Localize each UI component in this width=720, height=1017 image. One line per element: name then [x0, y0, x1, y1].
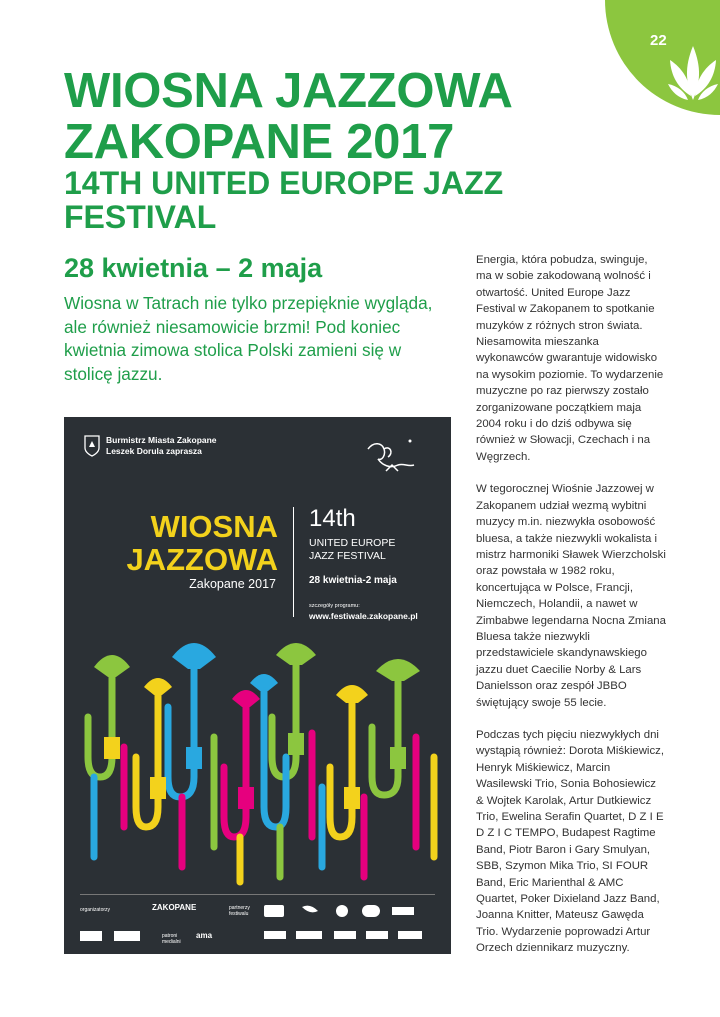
- subtitle-line: FESTIVAL: [64, 199, 217, 235]
- poster-title-line: WIOSNA: [150, 509, 278, 544]
- poster-url-label: szczegóły programu:: [309, 603, 360, 609]
- sponsor-logos-icon: [80, 929, 150, 945]
- poster-media-label: patroni medialni: [162, 933, 181, 945]
- sponsor-logos-icon: [264, 901, 439, 946]
- poster-url: www.festiwale.zakopane.pl: [309, 611, 418, 621]
- festival-name-line: JAZZ FESTIVAL: [309, 550, 386, 562]
- mayor-invitation: [84, 435, 217, 457]
- article-subtitle: [64, 166, 624, 234]
- poster-city-year: Zakopane 2017: [189, 577, 276, 591]
- trumpet-bell-icon: [172, 643, 216, 669]
- title-line: ZAKOPANE 2017: [64, 115, 455, 169]
- poster-partners-label: partnerzy festiwalu: [229, 905, 250, 917]
- poster-sponsor-rule: [80, 894, 435, 895]
- body-text-column: [476, 252, 666, 973]
- body-paragraph: W tegorocznej Wiośnie Jazzowej w Zakopanem udział wezmą wybitni muzycy m.in. niezwykła osobowość bluesa, a także niezwykli wokalista i mistrz harmoniki Sławek Wierzcholski oraz powstała w 1982 roku, koncertująca w Polsce, Francji, Niemczech, Holandii, a nawet w Zimbabwe legendarna Nocna Zmiana Bluesa także niezwykli przedstawiciele skandynawskiego jazzu duet Caecilie Norby & Lars Danielsson oraz zespół JBBO świętujący swoje 55 lecie.: [476, 483, 666, 709]
- poster-dates: 28 kwietnia-2 maja: [309, 575, 397, 586]
- title-line: WIOSNA JAZZOWA: [64, 64, 513, 118]
- poster-title-line: JAZZOWA: [126, 542, 278, 577]
- poster-ama-logo: ama: [196, 931, 213, 940]
- festival-dates: 28 kwietnia – 2 maja: [64, 253, 323, 283]
- page-number: 22: [650, 32, 667, 49]
- leaf-icon: [666, 38, 720, 108]
- festival-logo-icon: [364, 435, 420, 479]
- subtitle-line: 14TH UNITED EUROPE JAZZ: [64, 165, 504, 201]
- poster-zakopane-logo: ZAKOPANE: [152, 903, 197, 912]
- mayor-line: Leszek Dorula zaprasza: [106, 446, 202, 456]
- festival-name-line: UNITED EUROPE: [309, 537, 396, 549]
- trumpets-illustration: [64, 637, 451, 897]
- body-paragraph: Energia, która pobudza, swinguje, ma w sobie zakodowaną wolność i otwartość. United Europe Jazz Festival w Zakopanem to spotkanie muzyków z różnych stron świata. Niesamowita mieszanka wykonawców gwarantuje widowisko na wysokim poziomie. To wydarzenie muzyczne po raz pierwszy zostało zorganizowane początkiem maja 2004 roku i do dziś odbywa się również w Słowacji, Czechach i na Węgrzech.: [476, 254, 664, 463]
- article-title: [64, 66, 513, 168]
- mayor-line: Burmistrz Miasta Zakopane: [106, 435, 217, 445]
- poster-divider: [293, 507, 294, 617]
- body-paragraph: Podczas tych pięciu niezwykłych dni wystąpią również: Dorota Miśkiewicz, Henryk Miśkiewicz, Marcin Wasilewski Trio, Sonia Bohosiewicz & Wojtek Karolak, Artur Dutkiewicz Trio, Ewelina Serafin Quartet, D Z I E D Z I C TEMPO, Budapest Ragtime Band, Piotr Baron i Gary Smulyan, SBB, Szymon Mika Trio, SI FOUR Band, Eric Marienthal & AMC Quartet, Poker Dixieland Jazz Band, Joanna Knitter, Mateusz Gawęda Trio. Wydarzenie poprowadzi Artur Orzech dziennikarz muzyczny.: [476, 728, 665, 955]
- zakopane-crest-icon: [84, 435, 100, 457]
- poster-organizers-label: organizatorzy: [80, 907, 111, 913]
- lead-paragraph: Wiosna w Tatrach nie tylko przepięknie wygląda, ale również niesamowicie brzmi! Pod koniec kwietnia zimowa stolica Polski zamieni się w stolicę jazzu.: [64, 293, 433, 384]
- poster-title: [88, 510, 278, 576]
- poster-edition: 14th: [309, 505, 356, 532]
- poster-festival-name: [309, 537, 429, 563]
- festival-poster: [64, 417, 451, 954]
